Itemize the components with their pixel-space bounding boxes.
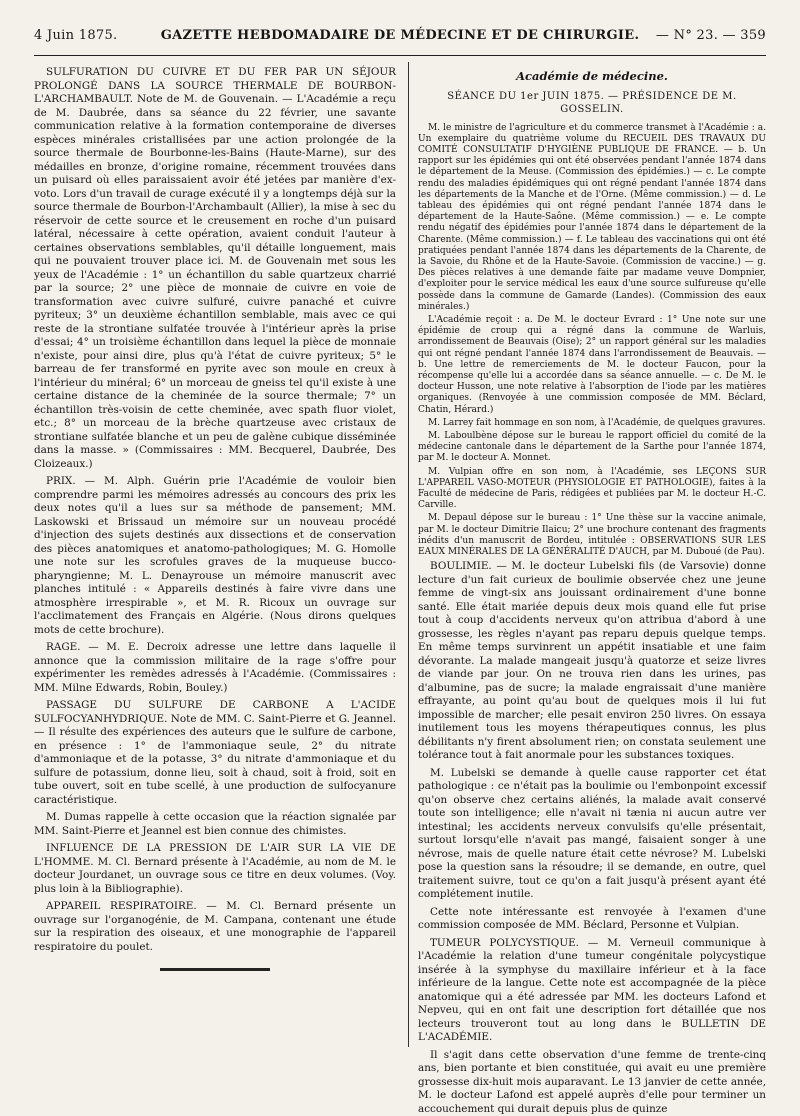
end-rule (160, 968, 270, 971)
column-divider (408, 62, 409, 1047)
article-prix: PRIX. — M. Alph. Guérin prie l'Académie de vouloir bien comprendre parmi les mémoires adressés au concours des prix les deux notes qu'il a lues sur sa méthode de pansement; MM. Laskowski et Brissaud un mémoire sur un nouveau procédé d'injection des sujets destinés aux dissections et de conservation des pièces anatomiques et anatomo-pathologiques; M. G. Homolle une note sur les scrofules graves de la muqueuse bucco-pharyngienne; M. L. Denayrouse un mémoire manuscrit avec planches intitulé : « Appareils destinés à faire vivre dans une atmosphère irrespirable », et M. R. Ricoux un ouvrage sur l'acclimatement des Français en Algérie. (Nous dirons quelques mots de cette brochure). (34, 475, 396, 636)
article-pression-air: INFLUENCE DE LA PRESSION DE L'AIR SUR LA VIE DE L'HOMME. M. Cl. Bernard présente à l'Académie, au nom de M. le docteur Jourdanet, un ouvrage sous ce titre en deux volumes. (Voy. plus loin à la Bibliographie). (34, 842, 396, 895)
article-sulfuration: SULFURATION DU CUIVRE ET DU FER PAR UN SÉJOUR PROLONGÉ DANS LA SOURCE THERMALE DE BOURBON-L'ARCHAMBAULT. Note de M. de Gouvenain. — L'Académie a reçu de M. Daubrée, dans sa séance du 22 février, une savante communication relative à la formation contemporaine de diverses espèces minérales cristallisées par une action prolongée de la source thermale de Bourbonne-les-Bains (Haute-Marne), sur des médailles en bronze, d'origine romaine, récemment trouvées dans un puisard où elles paraissaient avoir été jetées par manière d'ex-voto. Lors d'un travail de curage exécuté il y a longtemps déjà sur la source thermale de Bourbon-l'Archambault (Allier), la mise à sec du réservoir de cette source et le creusement en roche d'un puisard latéral, nécessaire à cette opération, avaient conduit l'auteur à certaines observations semblables, qu'il détaille longuement, mais qui ne pouvaient trouver place ici. M. de Gouvenain met sous les yeux de l'Académie : 1° un échantillon du sable quartzeux charrié par la source; 2° une pièce de monnaie de cuivre en voie de transformation avec cuivre sulfuré, cuivre panaché et cuivre pyriteux; 3° un deuxième échantillon semblable, mais avec ce qui reste de la strontiane sulfatée trouvée à l'intérieur après la prise d'essai; 4° un troisième échantillon dans lequel la pièce de monnaie n'existe, pour ainsi dire, plus qu'à l'état de cuivre pyriteux; 5° le barreau de fer transformé en pyrite avec son moule en creux à l'intérieur du minéral; 6° un morceau de gneiss tel qu'il existe à une certaine distance de la cheminée de la source thermale; 7° un échantillon très-voisin de cette cheminée, avec spath fluor violet, etc.; 8° un morceau de la brèche quartzeuse avec cristaux de strontiane sulfatée blanche et un peu de galène cubique disséminée dans la masse. » (Commissaires : MM. Becquerel, Daubrée, Des Cloizeaux.) (34, 66, 396, 470)
article-tumeur-observation: Il s'agit dans cette observation d'une femme de trente-cinq ans, bien portante et bien constituée, qui avait eu une première grossesse dix-huit mois auparavant. Le 13 janvier de cette année, M. le docteur Lafond est appelé auprès d'elle pour terminer un accouchement qui durait depuis plus de quinze (418, 1048, 766, 1115)
article-rage: RAGE. — M. E. Decroix adresse une lettre dans laquelle il annonce que la commission militaire de la rage s'offre pour expérimenter les remèdes adressés à l'Académie. (Commissaires : MM. Milne Edwards, Robin, Bouley.) (34, 641, 396, 694)
article-appareil-respiratoire: APPAREIL RESPIRATOIRE. — M. Cl. Bernard présente un ouvrage sur l'organogénie, de M. Campana, contenant une étude sur la respiration des oiseaux, et une monographie de l'appareil respiratoire du poulet. (34, 900, 396, 953)
right-column (418, 66, 766, 1115)
page-header (34, 28, 766, 50)
correspondence-depaul: M. Depaul dépose sur le bureau : 1° Une thèse sur la vaccine animale, par M. le docteur Dimitrie Ilaicu; 2° une brochure contenant des fragments inédits d'un manuscrit de Bordeu, intitulée : OBSERVATIONS SUR LES EAUX MINÉRALES DE LA GÉNÉRALITÉ D'AUCH, par M. Duboué (de Pau). (418, 513, 766, 558)
issue-page-number: — N° 23. — 359 (655, 28, 766, 43)
correspondence-academie: L'Académie reçoit : a. De M. le docteur Evrard : 1° Une note sur une épidémie de croup qui a régné dans la commune de Warluis, arrondissement de Beauvais (Oise); 2° un rapport général sur les maladies qui ont régné pendant l'année 1874 dans l'arrondissement de Beauvais. — b. Une lettre de remerciements de M. le docteur Faucon, pour la récompense qu'elle lui a accordée dans sa séance annuelle. — c. De M. le docteur Husson, une note relative à l'absorption de l'iode par les matières organiques. (Renvoyée à une commission composée de MM. Béclard, Chatin, Hérard.) (418, 314, 766, 415)
article-tumeur: TUMEUR POLYCYSTIQUE. — M. Verneuil communique à l'Académie la relation d'une tumeur congénitale polycystique insérée à la symphyse du maxillaire inférieur et à la face inférieure de la langue. Cette note est accompagnée de la pièce anatomique qui a été adressée par MM. les docteurs Lafond et Nepveu, qui en ont fait une description fort détaillée que nos lecteurs trouveront tout au long dans le BULLETIN DE L'ACADÉMIE. (418, 936, 766, 1044)
correspondence-larrey: M. Larrey fait hommage en son nom, à l'Académie, de quelques gravures. (428, 417, 766, 428)
left-column (34, 66, 396, 1047)
header-date: 4 Juin 1875. (34, 28, 118, 43)
correspondence-ministre: M. le ministre de l'agriculture et du commerce transmet à l'Académie : a. Un exemplaire du quatrième volume du RECUEIL DES TRAVAUX DU COMITÉ CONSULTATIF D'HYGIÈNE PUBLIQUE DE FRANCE. — b. Un rapport sur les épidémies qui ont été observées pendant l'année 1874 dans le département de la Meuse. (Commission des épidémies.) — c. Le compte rendu des maladies épidémiques qui ont régné pendant l'année 1874 dans les départements de la Manche et de l'Orne. (Même commission.) — d. Le tableau des épidémies qui ont régné pendant l'année 1874 dans le département de la Haute-Saône. (Même commission.) — e. Le compte rendu négatif des épidémies pour l'année 1874 dans le département de la Charente. (Même commission.) — f. Le tableau des vaccinations qui ont été pratiquées pendant l'année 1874 dans les départements de la Charente, de la Savoie, du Rhône et de la Haute-Savoie. (Commission de vaccine.) — g. Des pièces relatives à une demande faite par madame veuve Dompnier, d'exploiter pour le service médical les eaux d'une source sulfureuse qu'elle possède dans la commune de Gamarde (Landes). (Commission des eaux minérales.) (418, 122, 766, 312)
article-boulimie-cause: M. Lubelski se demande à quelle cause rapporter cet état pathologique : ce n'était pas la boulimie ou l'embonpoint excessif qu'on observe chez certains aliénés, la malade avait conservé toute son intelligence; elle n'avait ni tænia ni aucun autre ver intestinal; les accidents nerveux convulsifs qu'elle présentait, surtout lorsqu'elle n'avait pas mangé, faisaient songer à une névrose, mais de quelle nature était cette névrose? M. Lubelski pose la question sans la résoudre; il se demande, en outre, quel traitement suivre, tout ce qu'on a fait jusqu'à présent ayant été complétement inutile. (418, 766, 766, 901)
correspondence-block (418, 123, 766, 559)
seance-line: SÉANCE DU 1er JUIN 1875. — PRÉSIDENCE DE M. GOSSELIN. (447, 90, 737, 115)
article-boulimie: BOULIMIE. — M. le docteur Lubelski fils (de Varsovie) donne lecture d'un fait curieux de boulimie observée chez une jeune femme de vingt-six ans jouissant ordinairement d'une bonne santé. Elle était mariée depuis deux mois quand elle fut prise tout à coup d'accidents nerveux qu'on attribua d'abord à une grossesse, les règles n'ayant pas reparu depuis quelque temps. En même temps survinrent un appétit insatiable et une faim dévorante. La malade mangeait jusqu'à quatorze et seize livres de viande par jour. On ne trouva rien dans les urines, pas d'albumine, pas de sucre; la malade engraissait d'une manière effrayante, au point qu'au bout de quelques mois il lui fut impossible de marcher; elle pesait environ 250 livres. On essaya inutilement tous les moyens thérapeutiques connus, les plus débilitants n'y firent absolument rien; on constata seulement une tolérance tout à fait anormale pour les substances toxiques. (418, 560, 766, 762)
correspondence-vulpian: M. Vulpian offre en son nom, à l'Académie, ses LEÇONS SUR L'APPAREIL VASO-MOTEUR (PHYSIOLOGIE ET PATHOLOGIE), faites à la Faculté de médecine de Paris, rédigées et publiées par M. le docteur H.-C. Carville. (418, 466, 766, 511)
header-rule (34, 55, 766, 56)
article-boulimie-commission: Cette note intéressante est renvoyée à l'examen d'une commission composée de MM. Béclard, Personne et Vulpian. (418, 905, 766, 932)
journal-title: GAZETTE HEBDOMADAIRE DE MÉDECINE ET DE CHIRURGIE. (160, 28, 640, 43)
section-title: Académie de médecine. (516, 69, 668, 83)
article-sulfure-carbone: PASSAGE DU SULFURE DE CARBONE A L'ACIDE SULFOCYANHYDRIQUE. Note de MM. C. Saint-Pierre et G. Jeannel. — Il résulte des expériences des auteurs que le sulfure de carbone, en présence : 1° de l'ammoniaque seule, 2° du nitrate d'ammoniaque et de la potasse, 3° du nitrate d'ammoniaque et du sulfure de potassium, donne lieu, soit à chaud, soit à froid, soit en tube ouvert, soit en tube scellé, à une production de sulfocyanure caractéristique. (34, 699, 396, 806)
article-dumas: M. Dumas rappelle à cette occasion que la réaction signalée par MM. Saint-Pierre et Jeannel est bien connue des chimistes. (34, 811, 396, 837)
correspondence-laboulbene: M. Laboulbène dépose sur le bureau le rapport officiel du comité de la médecine cantonale dans le département de la Sarthe pour l'année 1874, par M. le docteur A. Monnet. (418, 430, 766, 464)
